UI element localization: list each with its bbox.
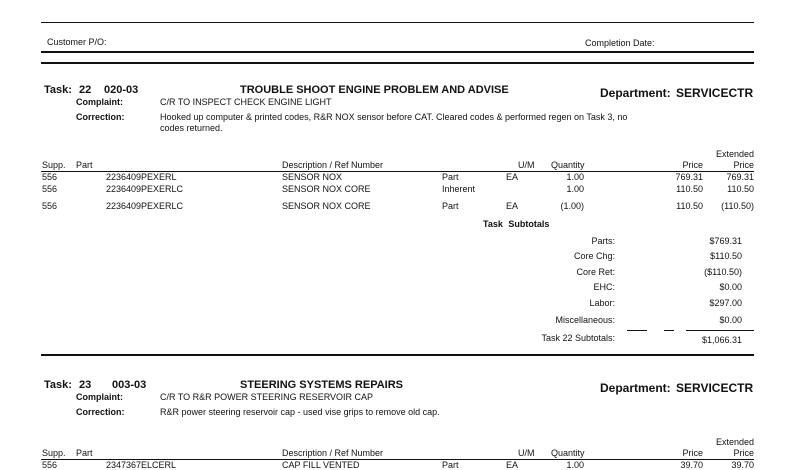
complaint-text: C/R TO INSPECT CHECK ENGINE LIGHT [160,97,332,107]
section-rule [41,354,754,356]
department-value: SERVICECTR [676,86,754,100]
col-quantity: Quantity [551,160,585,170]
complaint-text: C/R TO R&R POWER STEERING RESERVOIR CAP [160,392,374,402]
task-number: 22 [79,84,92,96]
total-rule [686,330,754,331]
col-part: Part [76,160,93,170]
completion-date-label: Completion Date: [585,38,655,48]
col-um: U/M [518,160,535,170]
task-title: STEERING SYSTEMS REPAIRS [240,379,403,391]
correction-label: Correction: [76,407,125,417]
col-price: Price [682,160,703,170]
col-ext-price: Price [733,160,754,170]
header-rule-2 [41,62,754,64]
department-value: SERVICECTR [676,381,754,395]
correction-label: Correction: [76,112,125,122]
correction-text: R&R power steering reservoir cap - used vise grips to remove old cap. [160,407,440,417]
col-part: Part [76,448,93,458]
customer-po-label: Customer P/O: [47,37,107,47]
task-total-value: $1,066.31 [701,335,742,345]
subtotals-heading: Task Subtotals [483,219,550,229]
col-extended: Extended [715,149,754,159]
task-code: 003-03 [112,379,147,391]
col-supp: Supp. [42,160,66,170]
col-description: Description / Ref Number [282,448,384,458]
correction-text-cont: codes returned. [160,123,223,133]
complaint-label: Complaint: [76,97,123,107]
total-dash [627,330,647,331]
col-ext-price: Price [733,448,754,458]
col-supp: Supp. [42,448,66,458]
top-rule [41,22,754,23]
header-rule-1 [41,51,754,53]
task-code: 020-03 [104,84,139,96]
task-title: TROUBLE SHOOT ENGINE PROBLEM AND ADVISE [240,84,509,96]
col-extended: Extended [715,437,754,447]
col-price: Price [682,448,703,458]
col-description: Description / Ref Number [282,160,384,170]
complaint-label: Complaint: [76,392,123,402]
task-label: Task: [44,84,72,96]
total-dash [664,330,674,331]
task-number: 23 [79,379,92,391]
correction-text: Hooked up computer & printed codes, R&R NOX sensor before CAT. Cleared codes & performed regen on Task 3, no [160,112,628,122]
col-quantity: Quantity [551,448,585,458]
col-um: U/M [518,448,535,458]
department-label: Department: [600,381,671,395]
department-label: Department: [600,86,671,100]
task-total-label: Task 22 Subtotals: [541,333,615,343]
task-label: Task: [44,379,72,391]
